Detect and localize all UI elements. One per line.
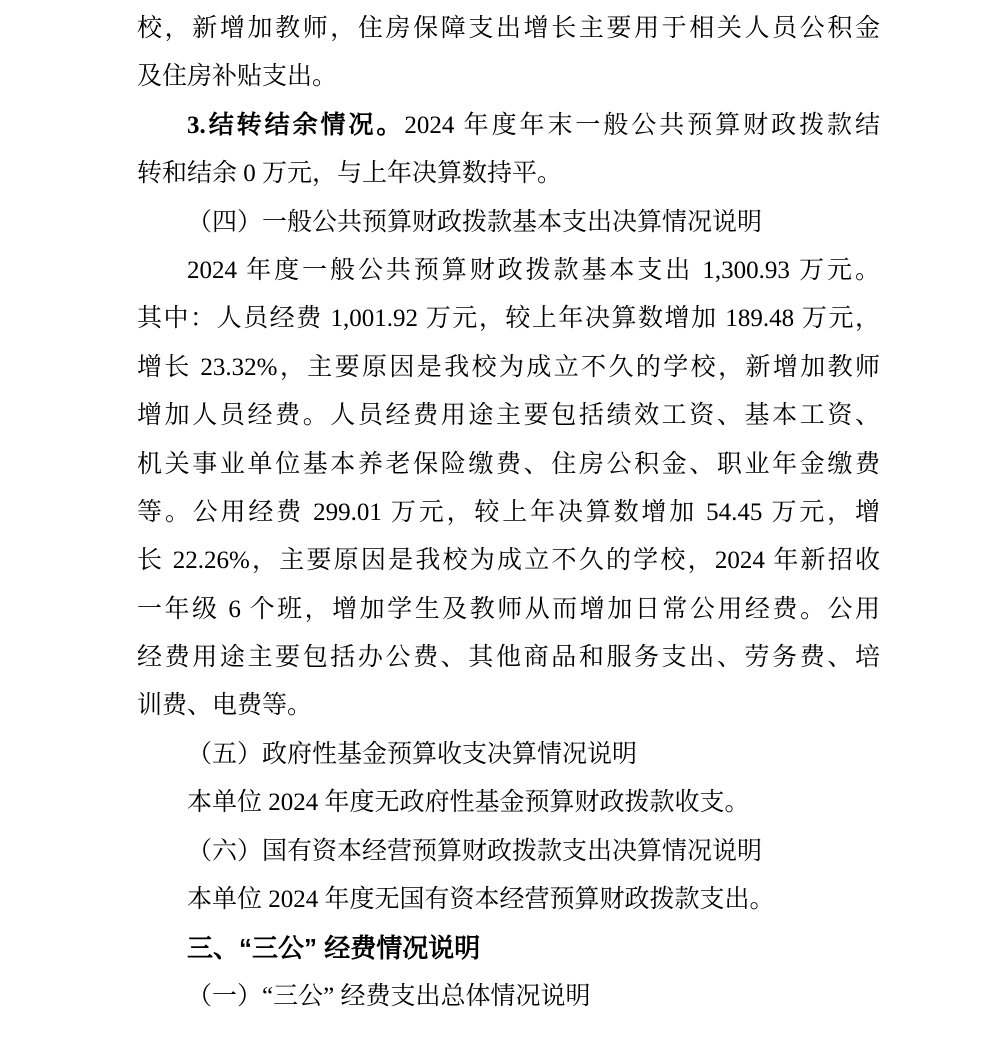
text-line: 一年级 6 个班，增加学生及教师从而增加日常公用经费。公用 xyxy=(137,595,880,623)
text-line xyxy=(137,102,880,150)
text-line: 及住房补贴支出。 xyxy=(137,63,338,91)
text-line: 其中：人员经费 1,001.92 万元，较上年决算数增加 189.48 万元， xyxy=(137,305,880,333)
chapter-heading-three-public-funds: 三、“三公” 经费情况说明 xyxy=(187,933,481,964)
text-line: 本单位 2024 年度无国有资本经营预算财政拨款支出。 xyxy=(187,886,775,914)
text-line: 校，新增加教师，住房保障支出增长主要用于相关人员公积金 xyxy=(137,15,880,42)
text-line: 增加人员经费。人员经费用途主要包括绩效工资、基本工资、 xyxy=(137,402,880,430)
text-line: 2024 年度一般公共预算财政拨款基本支出 1,300.93 万元。 xyxy=(187,256,880,284)
text-line: 本单位 2024 年度无政府性基金预算财政拨款收支。 xyxy=(187,789,750,817)
document-text-column xyxy=(137,5,880,1021)
section-heading-5: （五）政府性基金预算收支决算情况说明 xyxy=(187,740,638,768)
text-line: 转和结余 0 万元，与上年决算数持平。 xyxy=(137,160,563,188)
text-line: 机关事业单位基本养老保险缴费、住房公积金、职业年金缴费 xyxy=(137,450,880,478)
text-line: 等。公用经费 299.01 万元，较上年决算数增加 54.45 万元，增 xyxy=(137,498,880,526)
text-line: 增长 23.32%，主要原因是我校为成立不久的学校，新增加教师 xyxy=(137,353,880,381)
text-line-rest: 2024 年度年末一般公共预算财政拨款结 xyxy=(404,111,880,139)
text-line: 经费用途主要包括办公费、其他商品和服务支出、劳务费、培 xyxy=(137,644,880,672)
text-line: 长 22.26%，主要原因是我校为成立不久的学校，2024 年新招收 xyxy=(137,547,880,575)
section-heading-6: （六）国有资本经营预算财政拨款支出决算情况说明 xyxy=(187,837,763,865)
item-3-label: 3.结转结余情况。 xyxy=(187,111,405,139)
subsection-heading-1: （一）“三公” 经费支出总体情况说明 xyxy=(187,982,591,1010)
text-line: 训费、电费等。 xyxy=(137,692,313,720)
section-heading-4: （四）一般公共预算财政拨款基本支出决算情况说明 xyxy=(187,208,763,236)
